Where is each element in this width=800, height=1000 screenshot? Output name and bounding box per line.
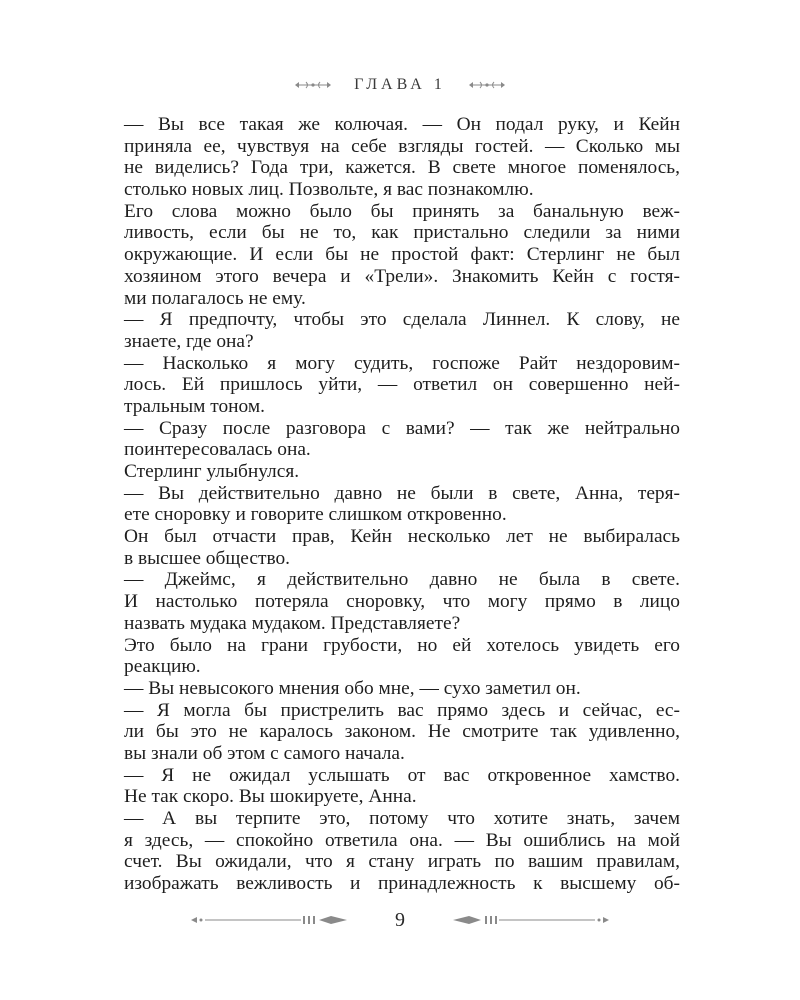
text-line: окружающие. И если бы не простой факт: Стерлинг не был bbox=[124, 244, 680, 266]
text-line: — Насколько я могу судить, госпоже Райт нездоровим- bbox=[124, 352, 680, 374]
text-line: Он был отчасти прав, Кейн несколько лет не выбиралась bbox=[124, 526, 680, 548]
text-line: счет. Вы ожидали, что я стану играть по вашим правилам, bbox=[124, 851, 680, 873]
ornament-flourish-icon bbox=[468, 79, 506, 91]
text-line: приняла ее, чувствуя на себе взгляды гостей. — Сколько мы bbox=[124, 135, 680, 157]
text-line: — Я предпочту, чтобы это сделала Линнел. К слову, не bbox=[124, 309, 680, 331]
text-line: — Вы действительно давно не были в свете, Анна, теря- bbox=[124, 482, 680, 504]
text-line: — Вы все такая же колючая. — Он подал руку, и Кейн bbox=[124, 114, 680, 135]
text-line: я здесь, — спокойно ответила она. — Вы ошиблись на мой bbox=[124, 829, 680, 851]
body-text bbox=[124, 114, 680, 895]
text-line: реакцию. bbox=[124, 656, 201, 678]
text-line: Стерлинг улыбнулся. bbox=[124, 461, 300, 482]
text-line: — Джеймс, я действительно давно не была в свете. bbox=[124, 569, 680, 591]
ornament-rule-icon bbox=[451, 913, 611, 927]
text-line: ли бы это не каралось законом. Не смотрите так удивленно, bbox=[124, 721, 680, 743]
text-line: ете сноровку и говорите слишком откровенно. bbox=[124, 504, 507, 526]
text-line: лось. Ей пришлось уйти, — ответил он совершенно ней- bbox=[124, 374, 680, 396]
text-line: — А вы терпите это, потому что хотите знать, зачем bbox=[124, 808, 680, 829]
text-line: — Вы невысокого мнения обо мне, — сухо заметил он. bbox=[124, 677, 581, 699]
text-line: — Я не ожидал услышать от вас откровенное хамство. bbox=[124, 764, 680, 786]
text-line: вы знали об этом с самого начала. bbox=[124, 742, 405, 764]
text-line: в высшее общество. bbox=[124, 547, 291, 569]
running-header bbox=[0, 74, 800, 96]
text-line: И настолько потеряла сноровку, что могу прямо в лицо bbox=[124, 591, 680, 613]
text-line: Это было на грани грубости, но ей хотелось увидеть его bbox=[124, 634, 680, 656]
page-number: 9 bbox=[395, 908, 405, 931]
text-line: столько новых лиц. Позвольте, я вас познакомлю. bbox=[124, 179, 534, 201]
text-line: знаете, где она? bbox=[124, 330, 254, 352]
text-line: ми полагалось не ему. bbox=[124, 287, 306, 309]
text-line: Не так скоро. Вы шокируете, Анна. bbox=[124, 786, 417, 808]
text-line: Его слова можно было бы принять за банальную веж- bbox=[124, 200, 680, 222]
chapter-title: ГЛАВА 1 bbox=[354, 76, 446, 93]
ornament-flourish-icon bbox=[294, 79, 332, 91]
ornament-rule-icon bbox=[189, 913, 349, 927]
text-line: ливость, если бы не то, как пристально следили за ними bbox=[124, 222, 680, 244]
text-line: изображать вежливость и принадлежность к высшему об- bbox=[124, 873, 680, 895]
text-line: тральным тоном. bbox=[124, 395, 265, 417]
text-line: поинтересовалась она. bbox=[124, 439, 311, 461]
text-line: хозяином этого вечера и «Трели». Знакомить Кейн с гостя- bbox=[124, 265, 680, 287]
text-line: назвать мудака мудаком. Представляете? bbox=[124, 612, 461, 634]
text-line: — Я могла бы пристрелить вас прямо здесь и сейчас, ес- bbox=[124, 699, 680, 721]
text-line: — Сразу после разговора с вами? — так же нейтрально bbox=[124, 417, 680, 439]
text-line: не виделись? Года три, кажется. В свете многое поменялось, bbox=[124, 157, 680, 179]
page-footer bbox=[0, 905, 800, 935]
